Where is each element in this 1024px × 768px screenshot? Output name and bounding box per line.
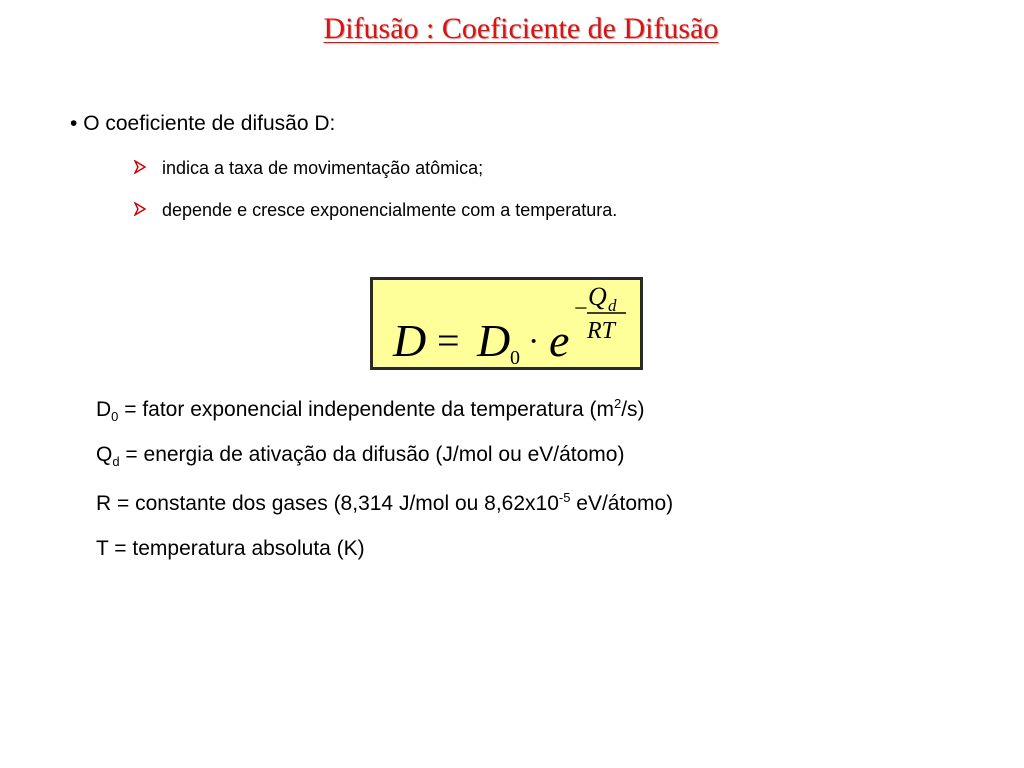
main-bullet-text: O coeficiente de difusão D: [83,112,336,135]
arrow-bullet-icon [134,158,146,179]
arrow-bullet-icon [134,200,146,221]
formula-box [370,277,643,370]
formula-numerator-sub: d [608,296,617,315]
definition-t: T = temperatura absoluta (K) [96,537,365,560]
diffusion-formula [373,280,640,367]
formula-denominator: RT [587,318,616,344]
formula-lhs: D [393,315,427,366]
formula-numerator: Q [588,282,607,311]
formula-e: e [549,315,570,366]
formula-d0-sub: 0 [510,347,520,367]
definitions-list [96,396,673,584]
definition-qd: $Q_d$ = energia de ativação da difusão (J/mol ou eV/átomo) [96,443,625,470]
formula-d0: D [477,315,511,366]
main-bullet [70,112,335,136]
sub-item-1 [134,158,483,179]
slide-title: Difusão : Coeficiente de Difusão [323,12,719,45]
formula-equals: = [437,318,460,363]
definition-r: R = constante dos gases (8,314 J/mol ou $8,62x10^{-5}$ eV/átomo) [96,490,674,515]
definition-d0: $D_0$ = fator exponencial independente da temperatura $(m^2/s)$ [96,396,645,425]
sub-item-2 [134,200,617,221]
formula-dot: · [528,323,540,360]
bullet-dot-icon: • [70,112,78,135]
sub-item-1-text: indica a taxa de movimentação atômica; [162,158,484,178]
sub-item-2-text: depende e cresce exponencialmente com a temperatura. [162,200,618,220]
formula-minus: − [574,296,588,322]
